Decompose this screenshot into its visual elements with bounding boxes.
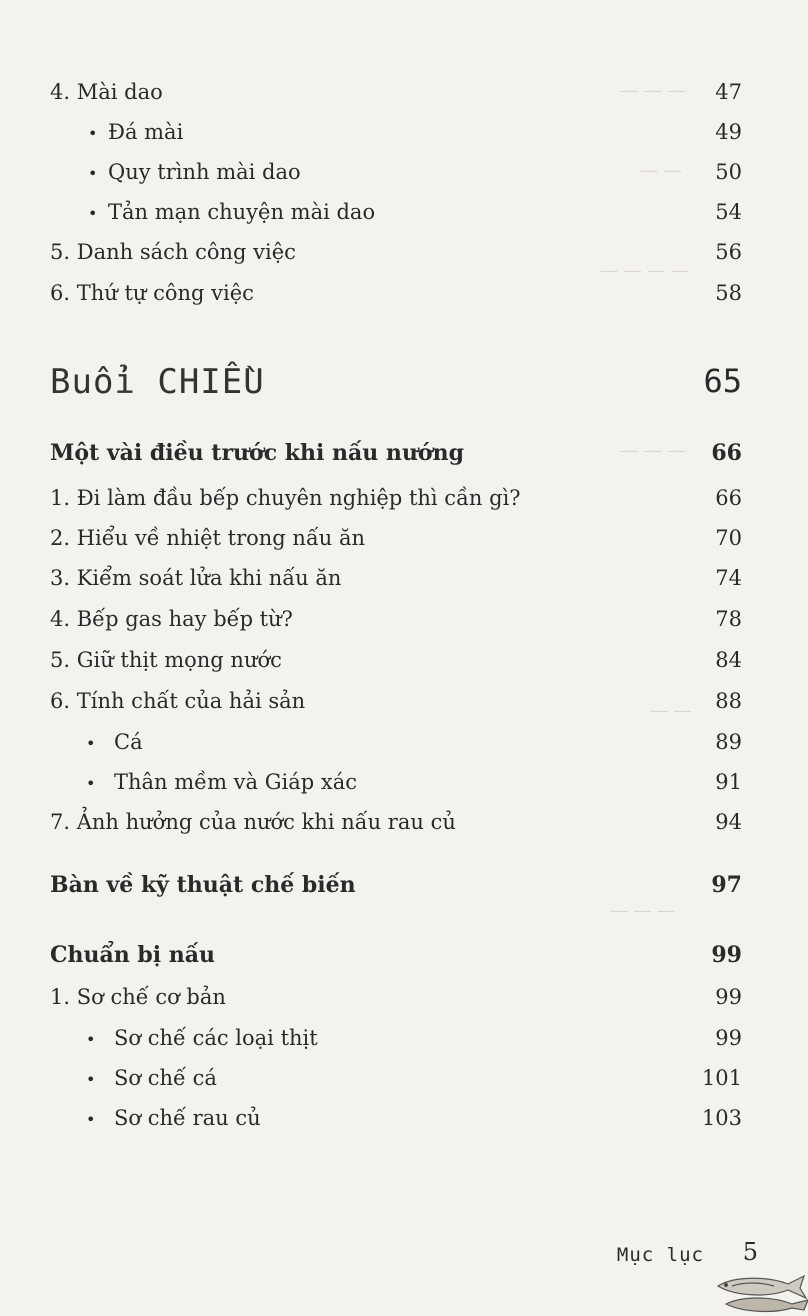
toc-entry-title: 3. Kiểm soát lửa khi nấu ăn bbox=[50, 566, 342, 590]
toc-entry[interactable] bbox=[0, 648, 808, 684]
toc-entry[interactable] bbox=[0, 607, 808, 643]
toc-entry-page: 78 bbox=[715, 607, 742, 631]
toc-entry-page: 66 bbox=[715, 486, 742, 510]
toc-entry-page: 91 bbox=[715, 770, 742, 794]
bleed-through-text: — — — — bbox=[600, 260, 690, 281]
toc-subentry[interactable] bbox=[0, 730, 808, 766]
toc-entry-title: Sơ chế các loại thịt bbox=[114, 1026, 318, 1050]
part-heading[interactable] bbox=[0, 362, 808, 410]
bullet-icon: • bbox=[86, 1030, 96, 1049]
toc-entry-page: 103 bbox=[701, 1106, 742, 1130]
toc-entry-title: 6. Tính chất của hải sản bbox=[50, 689, 306, 713]
toc-entry-page: 58 bbox=[715, 281, 742, 305]
toc-subentry[interactable] bbox=[0, 1106, 808, 1142]
bullet-icon: • bbox=[88, 204, 98, 223]
toc-entry-title: Tản mạn chuyện mài dao bbox=[108, 200, 376, 224]
toc-entry-page: 89 bbox=[715, 730, 742, 754]
toc-entry-title: Sơ chế cá bbox=[114, 1066, 217, 1090]
section-title: Chuẩn bị nấu bbox=[50, 942, 216, 968]
section-title: Một vài điều trước khi nấu nướng bbox=[50, 440, 464, 466]
bullet-icon: • bbox=[88, 124, 98, 143]
toc-entry-title: 5. Danh sách công việc bbox=[50, 240, 296, 264]
toc-entry[interactable] bbox=[0, 566, 808, 602]
footer-label: Mục lục bbox=[616, 1244, 704, 1266]
toc-subentry[interactable] bbox=[0, 770, 808, 806]
toc-entry-title: Thân mềm và Giáp xác bbox=[114, 770, 357, 794]
toc-subentry[interactable] bbox=[0, 1066, 808, 1102]
bleed-through-text: — — — bbox=[620, 80, 686, 101]
part-title: Buổi CHIỀU bbox=[50, 362, 265, 402]
toc-entry[interactable] bbox=[0, 240, 808, 276]
toc-entry-page: 47 bbox=[715, 80, 742, 104]
bullet-icon: • bbox=[88, 164, 98, 183]
page-footer bbox=[0, 1238, 808, 1278]
section-title: Bàn về kỹ thuật chế biến bbox=[50, 872, 356, 898]
toc-entry-title: 2. Hiểu về nhiệt trong nấu ăn bbox=[50, 526, 366, 550]
toc-entry-page: 99 bbox=[715, 1026, 742, 1050]
toc-entry-page: 54 bbox=[715, 200, 742, 224]
bleed-through-text: — — bbox=[650, 700, 692, 721]
bullet-icon: • bbox=[86, 774, 96, 793]
toc-entry-title: 5. Giữ thịt mọng nước bbox=[50, 648, 282, 672]
part-page: 65 bbox=[703, 362, 742, 400]
toc-subentry[interactable] bbox=[0, 1026, 808, 1062]
page-number: 5 bbox=[742, 1238, 758, 1266]
toc-entry-title: 6. Thứ tự công việc bbox=[50, 281, 254, 305]
section-page: 97 bbox=[711, 872, 742, 898]
toc-entry-title: Quy trình mài dao bbox=[108, 160, 301, 184]
toc-entry-page: 101 bbox=[701, 1066, 742, 1090]
toc-entry-title: 7. Ảnh hưởng của nước khi nấu rau củ bbox=[50, 810, 456, 834]
bleed-through-text: — — bbox=[640, 160, 682, 181]
toc-entry[interactable] bbox=[0, 985, 808, 1021]
bullet-icon: • bbox=[86, 1110, 96, 1129]
toc-entry[interactable] bbox=[0, 486, 808, 522]
toc-entry-page: 99 bbox=[715, 985, 742, 1009]
toc-entry-page: 70 bbox=[715, 526, 742, 550]
section-page: 99 bbox=[711, 942, 742, 968]
toc-subentry[interactable] bbox=[0, 160, 808, 196]
toc-entry-page: 88 bbox=[715, 689, 742, 713]
section-heading[interactable] bbox=[0, 942, 808, 978]
fish-illustration-icon bbox=[712, 1268, 808, 1316]
toc-entry[interactable] bbox=[0, 526, 808, 562]
toc-entry-title: Sơ chế rau củ bbox=[114, 1106, 261, 1130]
toc-entry-page: 50 bbox=[715, 160, 742, 184]
bullet-icon: • bbox=[86, 1070, 96, 1089]
section-page: 66 bbox=[711, 440, 742, 466]
toc-entry-title: 1. Đi làm đầu bếp chuyên nghiệp thì cần gì? bbox=[50, 486, 521, 510]
toc-entry[interactable] bbox=[0, 281, 808, 317]
toc-entry-page: 56 bbox=[715, 240, 742, 264]
toc-subentry[interactable] bbox=[0, 120, 808, 156]
bleed-through-text: — — — bbox=[610, 900, 676, 921]
toc-subentry[interactable] bbox=[0, 200, 808, 236]
toc-entry-title: Cá bbox=[114, 730, 143, 754]
toc-entry-page: 74 bbox=[715, 566, 742, 590]
toc-entry-page: 49 bbox=[715, 120, 742, 144]
toc-entry-title: 1. Sơ chế cơ bản bbox=[50, 985, 226, 1009]
toc-entry-page: 94 bbox=[715, 810, 742, 834]
toc-entry-page: 84 bbox=[715, 648, 742, 672]
bullet-icon: • bbox=[86, 734, 96, 753]
toc-entry-title: 4. Mài dao bbox=[50, 80, 163, 104]
toc-entry-title: Đá mài bbox=[108, 120, 184, 144]
section-heading[interactable] bbox=[0, 872, 808, 908]
section-heading[interactable] bbox=[0, 440, 808, 476]
toc-entry[interactable] bbox=[0, 810, 808, 846]
toc-entry[interactable] bbox=[0, 80, 808, 116]
bleed-through-text: — — — bbox=[620, 440, 686, 461]
toc-entry[interactable] bbox=[0, 689, 808, 725]
toc-entry-title: 4. Bếp gas hay bếp từ? bbox=[50, 607, 293, 631]
